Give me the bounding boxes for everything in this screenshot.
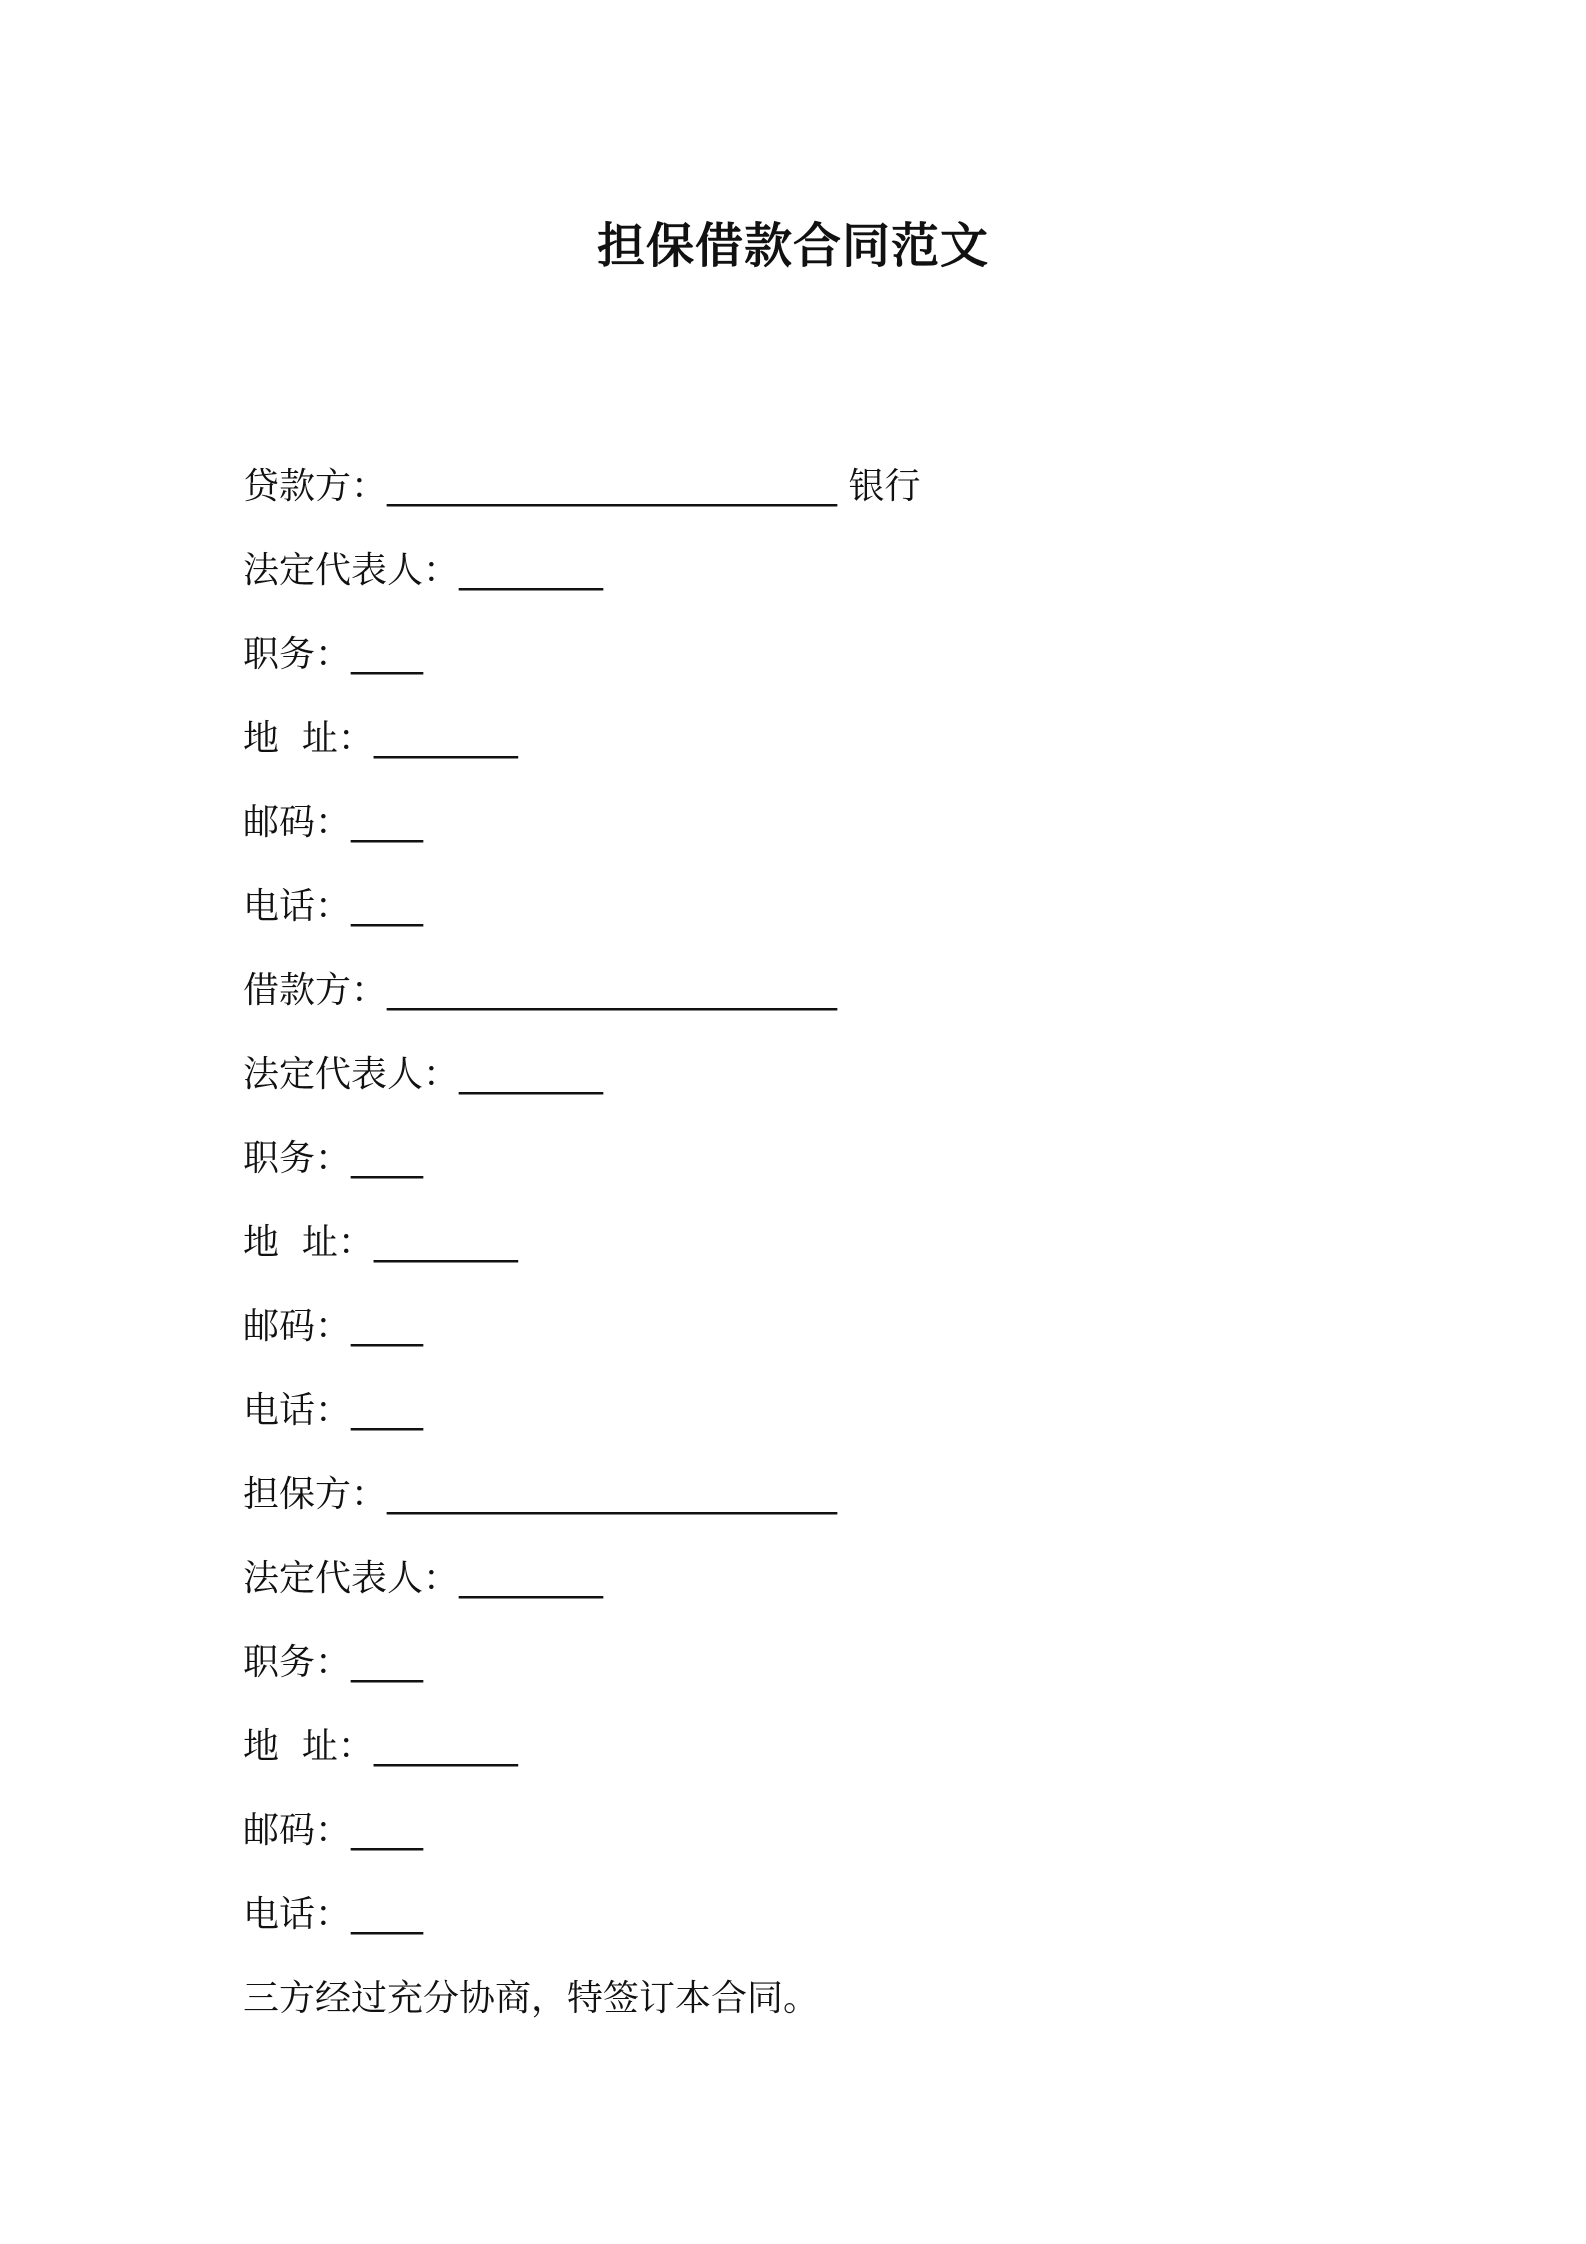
lender-line: 贷款方：_________________________ 银行: [243, 466, 921, 507]
borrower-line: 借款方：_________________________: [243, 970, 838, 1011]
agreement-statement: 三方经过充分协商，特签订本合同。: [243, 1978, 820, 2019]
guarantor-postcode-line: 邮码：____: [243, 1810, 424, 1851]
lender-postcode-line: 邮码：____: [243, 802, 424, 843]
lender-position-line: 职务：____: [243, 634, 424, 675]
lender-phone-line: 电话：____: [243, 886, 424, 927]
borrower-position-line: 职务：____: [243, 1138, 424, 1179]
borrower-phone-line: 电话：____: [243, 1390, 424, 1431]
borrower-legal-rep-line: 法定代表人：________: [243, 1054, 604, 1095]
borrower-postcode-line: 邮码：____: [243, 1306, 424, 1347]
guarantor-address-line: 地 址：________: [243, 1726, 518, 1767]
guarantor-line: 担保方：_________________________: [243, 1474, 838, 1515]
guarantor-phone-line: 电话：____: [243, 1894, 424, 1935]
borrower-address-line: 地 址：________: [243, 1222, 518, 1263]
lender-address-line: 地 址：________: [243, 718, 518, 759]
document-title: 担保借款合同范文: [596, 218, 989, 274]
lender-legal-rep-line: 法定代表人：________: [243, 550, 604, 591]
document-body: [243, 445, 1393, 2041]
guarantor-position-line: 职务：____: [243, 1642, 424, 1683]
guarantor-legal-rep-line: 法定代表人：________: [243, 1558, 604, 1599]
